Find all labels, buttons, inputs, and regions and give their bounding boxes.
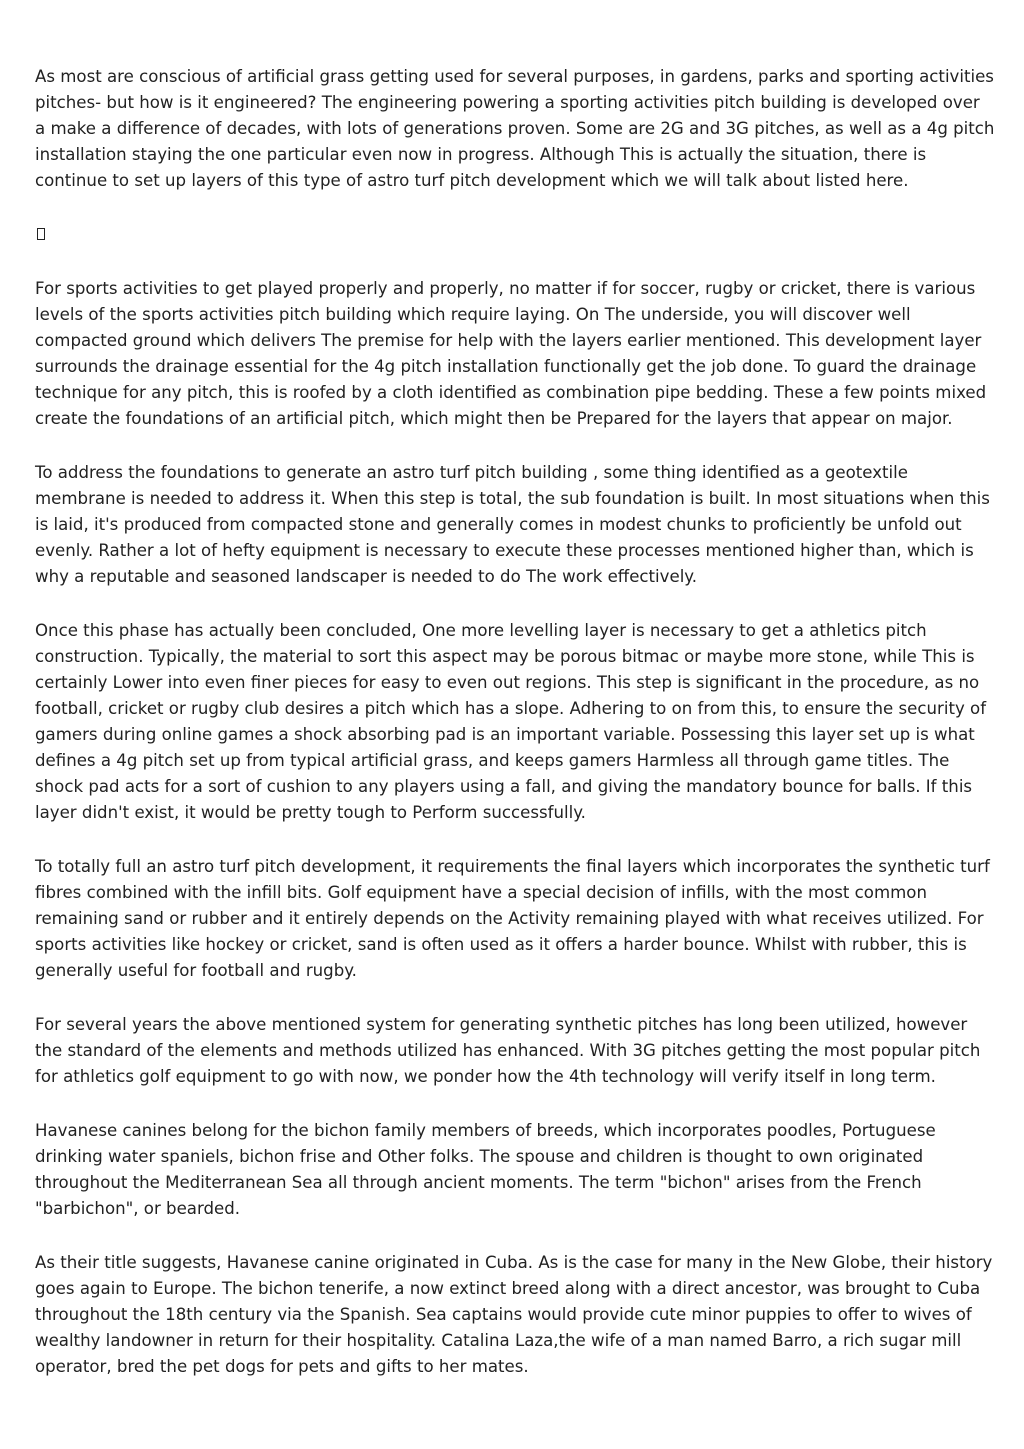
paragraph-5: To totally full an astro turf pitch development, it requirements the final layers which incorporates the synthetic turf fibres combined with the infill bits. Golf equipment have a special decision of infills, with the most common remaining sand or rubber and it entirely depends on the Activity remaining played with what receives utilized. For sports activities like hockey or cricket, sand is often used as it offers a harder bounce. Whilst with rubber, this is generally useful for football and rugby. — [35, 857, 990, 980]
paragraph-8: As their title suggests, Havanese canine originated in Cuba. As is the case for many in the New Globe, their history goes again to Europe. The bichon tenerife, a now extinct breed along with a direct ancestor, was brought to Cuba throughout the 18th century via the Spanish. Sea captains would provide cute minor puppies to offer to wives of wealthy landowner in return for their hospitality. Catalina Laza,the wife of a man named Barro, a rich sugar mill operator, bred the pet dogs for pets and gifts to her mates. — [35, 1253, 993, 1376]
paragraph-7: Havanese canines belong for the bichon family members of breeds, which incorporates poodles, Portuguese drinking water spaniels, bichon frise and Other folks. The spouse and children is thought to own originated throughout the Mediterranean Sea all through ancient moments. The term "bichon" arises from the French "barbichon", or bearded. — [35, 1121, 936, 1218]
missing-image-icon — [35, 222, 995, 248]
article-body — [35, 64, 995, 1408]
paragraph-6: For several years the above mentioned system for generating synthetic pitches has long been utilized, however the standard of the elements and methods utilized has enhanced. With 3G pitches getting the most popular pitch for athletics golf equipment to go with now, we ponder how the 4th technology will verify itself in long term. — [35, 1015, 981, 1086]
paragraph-3: To address the foundations to generate an astro turf pitch building , some thing identified as a geotextile membrane is needed to address it. When this step is total, the sub foundation is built. In most situations when this is laid, it's produced from compacted stone and generally comes in modest chunks to proficiently be unfold out evenly. Rather a lot of hefty equipment is necessary to execute these processes mentioned higher than, which is why a reputable and seasoned landscaper is needed to do The work effectively. — [35, 463, 990, 586]
paragraph-1: As most are conscious of artificial grass getting used for several purposes, in gardens, parks and sporting activities pitches- but how is it engineered? The engineering powering a sporting activities pitch building is developed over a make a difference of decades, with lots of generations proven. Some are 2G and 3G pitches, as well as a 4g pitch installation staying the one particular even now in progress. Although This is actually the situation, there is continue to set up layers of this type of astro turf pitch development which we will talk about listed here. — [35, 67, 995, 190]
paragraph-2: For sports activities to get played properly and properly, no matter if for soccer, rugby or cricket, there is various levels of the sports activities pitch building which require laying. On The underside, you will discover well compacted ground which delivers The premise for help with the layers earlier mentioned. This development layer surrounds the drainage essential for the 4g pitch installation functionally get the job done. To guard the drainage technique for any pitch, this is roofed by a cloth identified as combination pipe bedding. These a few points mixed create the foundations of an artificial pitch, which might then be Prepared for the layers that appear on major. — [35, 279, 987, 428]
paragraph-4: Once this phase has actually been concluded, One more levelling layer is necessary to get a athletics pitch construction. Typically, the material to sort this aspect may be porous bitmac or maybe more stone, while This is certainly Lower into even finer pieces for easy to even out regions. This step is significant in the procedure, as no football, cricket or rugby club desires a pitch which has a slope. Adhering to on from this, to ensure the security of gamers during online games a shock absorbing pad is an important variable. Possessing this layer set up is what defines a 4g pitch set up from typical artificial grass, and keeps gamers Harmless all through game titles. The shock pad acts for a sort of cushion to any players using a fall, and giving the mandatory bounce for balls. If this layer didn't exist, it would be pretty tough to Perform successfully. — [35, 621, 987, 822]
